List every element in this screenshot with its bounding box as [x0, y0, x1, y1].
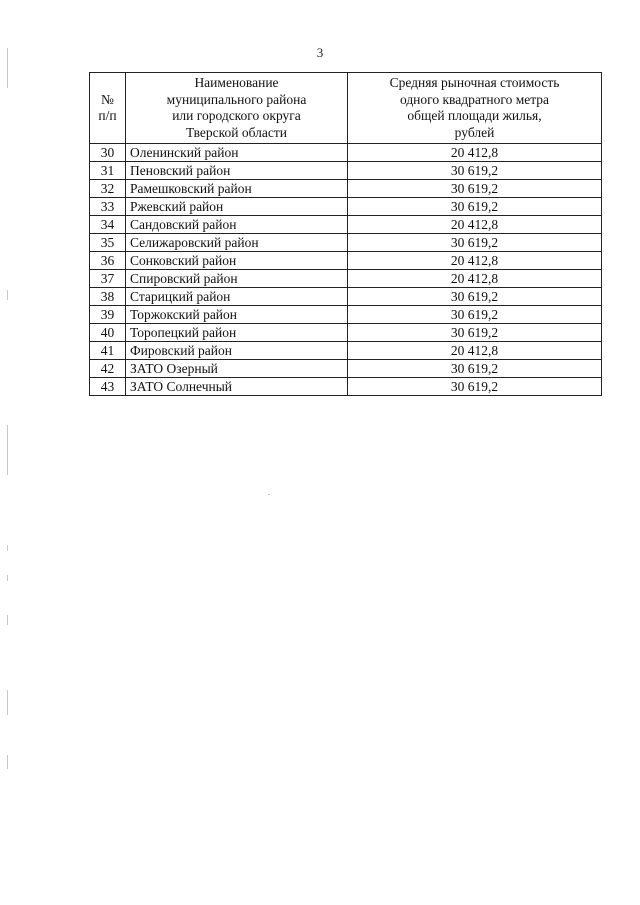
cell-name: Торопецкий район: [126, 324, 348, 342]
cell-num: 36: [90, 252, 126, 270]
header-price: Средняя рыночная стоимость одного квадратного метра общей площади жилья, рублей: [348, 73, 602, 144]
scan-margin-mark: [7, 615, 8, 625]
scan-margin-mark: [7, 575, 8, 581]
cell-price: 20 412,8: [348, 216, 602, 234]
cell-price: 20 412,8: [348, 252, 602, 270]
cell-price: 20 412,8: [348, 342, 602, 360]
table-row: [90, 252, 602, 270]
scan-margin-mark: [7, 690, 8, 715]
header-num: № п/п: [90, 73, 126, 144]
table-row: [90, 324, 602, 342]
cell-name: Сандовский район: [126, 216, 348, 234]
cell-num: 42: [90, 360, 126, 378]
cell-price: 30 619,2: [348, 306, 602, 324]
cell-name: ЗАТО Солнечный: [126, 378, 348, 396]
table-row: [90, 180, 602, 198]
table-row: [90, 234, 602, 252]
cell-price: 30 619,2: [348, 324, 602, 342]
cell-name: Старицкий район: [126, 288, 348, 306]
cell-num: 41: [90, 342, 126, 360]
cell-price: 30 619,2: [348, 360, 602, 378]
scan-margin-mark: [7, 545, 8, 551]
scan-dust: [268, 494, 270, 495]
table-row: [90, 198, 602, 216]
cell-name: Ржевский район: [126, 198, 348, 216]
table-body: [90, 144, 602, 396]
cell-name: Рамешковский район: [126, 180, 348, 198]
table-row: [90, 306, 602, 324]
cell-name: Селижаровский район: [126, 234, 348, 252]
cell-price: 30 619,2: [348, 234, 602, 252]
table-header-row: [90, 73, 602, 144]
table-row: [90, 378, 602, 396]
cell-name: Оленинский район: [126, 144, 348, 162]
cell-name: ЗАТО Озерный: [126, 360, 348, 378]
cell-num: 40: [90, 324, 126, 342]
cell-name: Пеновский район: [126, 162, 348, 180]
cell-num: 34: [90, 216, 126, 234]
cell-price: 30 619,2: [348, 162, 602, 180]
table-row: [90, 288, 602, 306]
cell-num: 30: [90, 144, 126, 162]
cell-num: 38: [90, 288, 126, 306]
cell-num: 39: [90, 306, 126, 324]
scan-margin-mark: [7, 755, 8, 769]
cell-num: 31: [90, 162, 126, 180]
table-row: [90, 162, 602, 180]
table-row: [90, 360, 602, 378]
cell-price: 30 619,2: [348, 288, 602, 306]
table-row: [90, 216, 602, 234]
cell-name: Фировский район: [126, 342, 348, 360]
cell-num: 37: [90, 270, 126, 288]
scan-margin-mark: [7, 48, 8, 88]
cell-num: 33: [90, 198, 126, 216]
page-number: 3: [316, 45, 324, 60]
table-row: [90, 342, 602, 360]
cell-num: 32: [90, 180, 126, 198]
scan-margin-mark: [7, 290, 8, 300]
cell-price: 30 619,2: [348, 180, 602, 198]
cell-price: 30 619,2: [348, 378, 602, 396]
header-name: Наименование муниципального района или городского округа Тверской области: [126, 73, 348, 144]
cell-name: Спировский район: [126, 270, 348, 288]
table-row: [90, 270, 602, 288]
cell-name: Сонковский район: [126, 252, 348, 270]
cell-num: 43: [90, 378, 126, 396]
cell-price: 20 412,8: [348, 144, 602, 162]
table-row: [90, 144, 602, 162]
cell-num: 35: [90, 234, 126, 252]
scan-margin-mark: [7, 425, 8, 475]
cell-price: 30 619,2: [348, 198, 602, 216]
price-table: [89, 72, 602, 396]
cell-name: Торжокский район: [126, 306, 348, 324]
cell-price: 20 412,8: [348, 270, 602, 288]
